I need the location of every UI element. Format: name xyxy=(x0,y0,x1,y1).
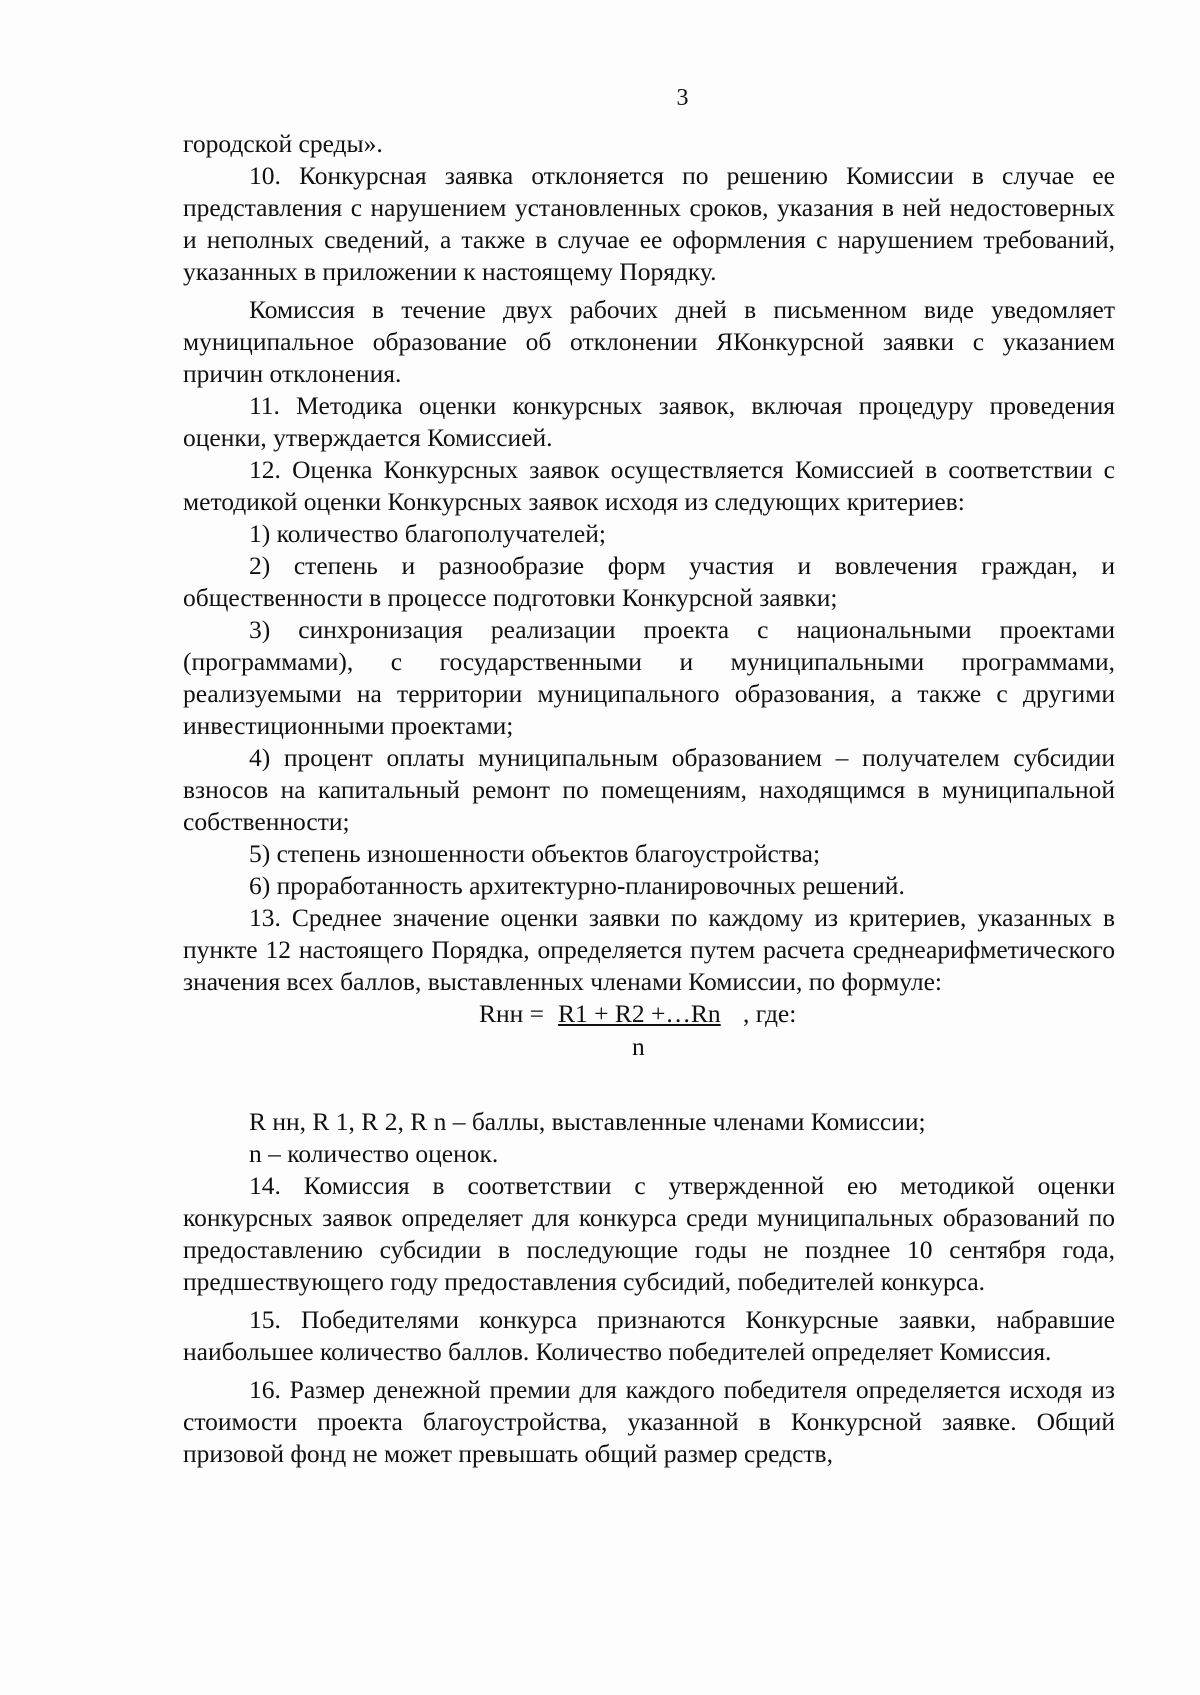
formula-denominator: n xyxy=(632,1032,645,1061)
paragraph-item-13: 13. Среднее значение оценки заявки по каждому из критериев, указанных в пункте 12 настоящего Порядка, определяется путем расчета среднеарифметического значения всех баллов, выставленных членами Комиссии, по формуле: xyxy=(183,903,1115,996)
criterion-1: 1) количество благополучателей; xyxy=(249,519,606,548)
criterion-6: 6) проработанность архитектурно-планировочных решений. xyxy=(249,871,905,900)
criterion-3: 3) синхронизация реализации проекта с национальными проектами (программами), с государственными и муниципальными программами, реализуемыми на территории муниципального образования, а также с другими инвестиционными проектами; xyxy=(183,615,1115,740)
average-score-formula xyxy=(183,998,1115,1076)
formula-numerator: R1 + R2 +…Rn xyxy=(558,999,721,1028)
paragraph-item-14: 14. Комиссия в соответствии с утвержденной ею методикой оценки конкурсных заявок определяет для конкурса среди муниципальных образований по предоставлению субсидии в последующие годы не позднее 10 сентября года, предшествующего году предоставления субсидий, победителей конкурса. xyxy=(183,1171,1115,1296)
page-number: 3 xyxy=(676,85,689,111)
paragraph-item-15: 15. Победителями конкурса признаются Конкурсные заявки, набравшие наибольшее количество баллов. Количество победителей определяет Комиссия. xyxy=(183,1305,1115,1366)
criterion-2: 2) степень и разнообразие форм участия и вовлечения граждан, и общественности в процессе подготовки Конкурсной заявки; xyxy=(183,551,1115,612)
paragraph-item-11: 11. Методика оценки конкурсных заявок, включая процедуру проведения оценки, утверждается Комиссией. xyxy=(183,391,1115,452)
document-body xyxy=(183,128,1115,1470)
paragraph: городской среды». xyxy=(183,129,383,158)
paragraph-item-16: 16. Размер денежной премии для каждого победителя определяется исходя из стоимости проекта благоустройства, указанной в Конкурсной заявке. Общий призовой фонд не может превышать общий размер средств, xyxy=(183,1375,1115,1468)
formula-where: , где: xyxy=(743,999,797,1028)
paragraph-item-12: 12. Оценка Конкурсных заявок осуществляется Комиссией в соответствии с методикой оценки Конкурсных заявок исходя из следующих критериев: xyxy=(183,455,1115,516)
criterion-4: 4) процент оплаты муниципальным образованием – получателем субсидии взносов на капитальный ремонт по помещениям, находящимся в муниципальной собственности; xyxy=(183,743,1115,836)
criterion-5: 5) степень изношенности объектов благоустройства; xyxy=(249,839,821,868)
formula-lhs: Rнн = xyxy=(479,999,545,1028)
paragraph-notification: Комиссия в течение двух рабочих дней в письменном виде уведомляет муниципальное образование об отклонении ЯКонкурсной заявки с указанием причин отклонения. xyxy=(183,295,1115,388)
formula-legend-r: R нн, R 1, R 2, R n – баллы, выставленные членами Комиссии; xyxy=(249,1107,926,1136)
paragraph-item-10: 10. Конкурсная заявка отклоняется по решению Комиссии в случае ее представления с нарушением установленных сроков, указания в ней недостоверных и неполных сведений, а также в случае ее оформления с нарушением требований, указанных в приложении к настоящему Порядку. xyxy=(183,161,1115,286)
formula-legend-n: n – количество оценок. xyxy=(249,1139,499,1168)
